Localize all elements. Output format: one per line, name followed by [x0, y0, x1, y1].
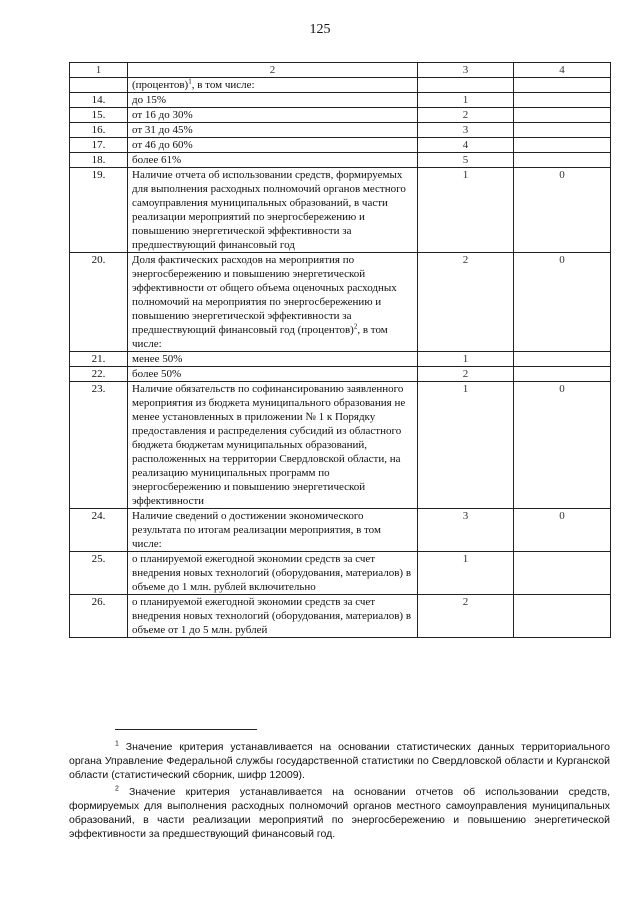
footnote-text: Значение критерия устанавливается на основании статистических данных территориального органа Управление Федеральной службы государственной статистики по Свердловской области и Курганской области (статистический сборник, шифр 12009). — [69, 741, 610, 781]
score-value: 2 — [418, 253, 514, 352]
row-number: 17. — [70, 138, 128, 153]
criterion-text — [128, 253, 418, 352]
row-number: 14. — [70, 93, 128, 108]
table-row — [70, 153, 611, 168]
criterion-text — [128, 123, 418, 138]
footnote — [69, 785, 610, 841]
table-row — [70, 78, 611, 93]
criterion-label: от 31 до 45% — [132, 124, 193, 136]
weight-value — [514, 595, 611, 638]
criterion-text — [128, 352, 418, 367]
row-number: 22. — [70, 367, 128, 382]
row-number: 21. — [70, 352, 128, 367]
weight-value: 0 — [514, 253, 611, 352]
footnote-separator — [115, 729, 257, 730]
criterion-text — [128, 168, 418, 253]
score-value — [418, 78, 514, 93]
criterion-label: до 15% — [132, 94, 167, 106]
criterion-label: Наличие отчета об использовании средств, формируемых для выполнения расходных полномочий органов местного самоуправления муниципальных образований, в части реализации мероприятий по энергосбережению и повышению энергетической эффективности за предшествующий финансовый год — [132, 169, 406, 251]
row-number: 18. — [70, 153, 128, 168]
footnotes — [69, 740, 610, 844]
weight-value — [514, 138, 611, 153]
score-value: 3 — [418, 509, 514, 552]
criterion-text — [128, 367, 418, 382]
criterion-text — [128, 78, 418, 93]
table-row — [70, 595, 611, 638]
score-value: 4 — [418, 138, 514, 153]
row-number: 15. — [70, 108, 128, 123]
page-number: 125 — [309, 22, 331, 37]
criterion-label: (процентов) — [132, 79, 189, 91]
weight-value: 0 — [514, 509, 611, 552]
score-value: 5 — [418, 153, 514, 168]
column-header-2: 2 — [128, 63, 418, 78]
footnote-mark: 1 — [115, 740, 119, 748]
table-row — [70, 138, 611, 153]
column-header-4: 4 — [514, 63, 611, 78]
weight-value — [514, 153, 611, 168]
criteria-table — [69, 62, 611, 638]
table-row — [70, 352, 611, 367]
score-value: 2 — [418, 595, 514, 638]
score-value: 3 — [418, 123, 514, 138]
criterion-label: от 16 до 30% — [132, 109, 193, 121]
weight-value — [514, 352, 611, 367]
criterion-text — [128, 382, 418, 509]
criterion-label: менее 50% — [132, 353, 183, 365]
criterion-text — [128, 153, 418, 168]
table-header-row — [70, 63, 611, 78]
row-number: 23. — [70, 382, 128, 509]
footnote-ref: 1 — [188, 77, 192, 86]
row-number: 16. — [70, 123, 128, 138]
row-number: 25. — [70, 552, 128, 595]
score-value: 2 — [418, 367, 514, 382]
criterion-text — [128, 108, 418, 123]
score-value: 2 — [418, 108, 514, 123]
criterion-label: Наличие обязательств по софинансированию заявленного мероприятия из бюджета муниципального образования не менее установленных в приложении № 1 к Порядку предоставления и распределения субсидий из областного бюджета бюджетам муниципальных образований, расположенных на территории Свердловской области, на реализацию муниципальных программ по энергосбережению и повышению энергетической эффективности — [132, 383, 406, 507]
criterion-label: от 46 до 60% — [132, 139, 193, 151]
table-row — [70, 168, 611, 253]
weight-value — [514, 93, 611, 108]
score-value: 1 — [418, 168, 514, 253]
footnote-text: Значение критерия устанавливается на основании отчетов об использовании средств, формируемых для выполнения расходных полномочий органов местного самоуправления муниципальных образований, в части реализации мероприятий по энергосбережению и повышению энергетической эффективности за предшествующий финансовый год. — [69, 786, 610, 840]
criterion-text — [128, 595, 418, 638]
footnote-mark: 2 — [115, 785, 119, 793]
table-row — [70, 382, 611, 509]
row-number: 19. — [70, 168, 128, 253]
criterion-label: Доля фактических расходов на мероприятия по энергосбережению и повышению энергетической эффективности от общего объема оценочных расходных полномочий на мероприятия по энергосбережению и повышению энергетической эффективности за предшествующий финансовый год (процентов) — [132, 254, 397, 336]
criterion-label: более 61% — [132, 154, 182, 166]
weight-value — [514, 108, 611, 123]
table-row — [70, 552, 611, 595]
criterion-text — [128, 138, 418, 153]
criterion-label-tail: , в том числе: — [191, 79, 255, 91]
score-value: 1 — [418, 552, 514, 595]
row-number: 24. — [70, 509, 128, 552]
criterion-label: более 50% — [132, 368, 182, 380]
weight-value: 0 — [514, 382, 611, 509]
footnote — [69, 740, 610, 782]
weight-value — [514, 367, 611, 382]
criterion-label: о планируемой ежегодной экономии средств за счет внедрения новых технологий (оборудования, материалов) в объеме до 1 млн. рублей включительно — [132, 553, 412, 593]
criterion-label: о планируемой ежегодной экономии средств за счет внедрения новых технологий (оборудования, материалов) в объеме от 1 до 5 млн. рублей — [132, 596, 412, 636]
criterion-text — [128, 509, 418, 552]
table-row — [70, 253, 611, 352]
column-header-3: 3 — [418, 63, 514, 78]
table-row — [70, 108, 611, 123]
criterion-label: Наличие сведений о достижении экономического результата по итогам реализации мероприятия, в том числе: — [132, 510, 381, 550]
table-row — [70, 123, 611, 138]
criterion-text — [128, 93, 418, 108]
row-number — [70, 78, 128, 93]
score-value: 1 — [418, 382, 514, 509]
score-value: 1 — [418, 352, 514, 367]
score-value: 1 — [418, 93, 514, 108]
footnote-ref: 2 — [353, 322, 358, 331]
weight-value — [514, 123, 611, 138]
table-row — [70, 367, 611, 382]
weight-value: 0 — [514, 168, 611, 253]
table-row — [70, 93, 611, 108]
weight-value — [514, 78, 611, 93]
column-header-1: 1 — [70, 63, 128, 78]
criterion-text — [128, 552, 418, 595]
row-number: 26. — [70, 595, 128, 638]
row-number: 20. — [70, 253, 128, 352]
table-row — [70, 509, 611, 552]
weight-value — [514, 552, 611, 595]
criterion-label-tail: , в том числе: — [132, 324, 388, 350]
